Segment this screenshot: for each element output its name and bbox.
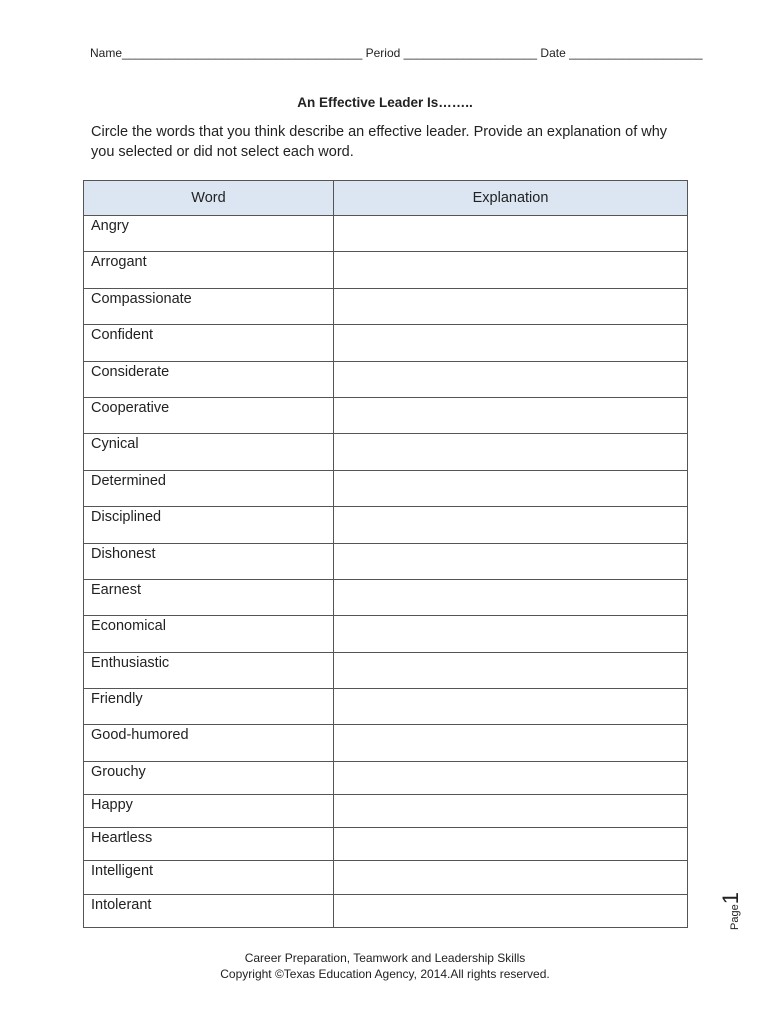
table-row bbox=[84, 616, 688, 652]
explanation-cell[interactable] bbox=[334, 434, 688, 470]
explanation-cell[interactable] bbox=[334, 397, 688, 433]
explanation-cell[interactable] bbox=[334, 652, 688, 688]
instructions: Circle the words that you think describe an effective leader. Provide an explanation of why you selected or did not select each word. bbox=[91, 124, 668, 160]
table-row bbox=[84, 725, 688, 761]
explanation-cell[interactable] bbox=[334, 216, 688, 252]
explanation-cell[interactable] bbox=[334, 288, 688, 324]
explanation-cell[interactable] bbox=[334, 252, 688, 288]
page-number-value: 1 bbox=[718, 892, 743, 905]
footer bbox=[0, 950, 770, 982]
word-cell: Grouchy bbox=[84, 761, 334, 794]
explanation-cell[interactable] bbox=[334, 507, 688, 543]
name-period-date-line: Name____________________________________ Period ____________________ Date ____________________ bbox=[90, 46, 703, 60]
explanation-cell[interactable] bbox=[334, 861, 688, 894]
word-cell: Considerate bbox=[84, 361, 334, 397]
word-cell: Good-humored bbox=[84, 725, 334, 761]
explanation-cell[interactable] bbox=[334, 361, 688, 397]
table-row bbox=[84, 652, 688, 688]
word-cell: Heartless bbox=[84, 828, 334, 861]
table-row bbox=[84, 252, 688, 288]
table-row bbox=[84, 894, 688, 927]
table-row bbox=[84, 543, 688, 579]
table-row bbox=[84, 507, 688, 543]
word-cell: Confident bbox=[84, 325, 334, 361]
word-explanation-table bbox=[83, 180, 688, 928]
explanation-cell[interactable] bbox=[334, 325, 688, 361]
word-cell: Economical bbox=[84, 616, 334, 652]
word-cell: Cooperative bbox=[84, 397, 334, 433]
explanation-cell[interactable] bbox=[334, 894, 688, 927]
table-header-row bbox=[84, 181, 688, 216]
page-title: An Effective Leader Is…….. bbox=[297, 95, 473, 110]
table-row bbox=[84, 470, 688, 506]
explanation-cell[interactable] bbox=[334, 579, 688, 615]
explanation-cell[interactable] bbox=[334, 470, 688, 506]
word-cell: Dishonest bbox=[84, 543, 334, 579]
word-cell: Enthusiastic bbox=[84, 652, 334, 688]
word-cell: Angry bbox=[84, 216, 334, 252]
word-cell: Intelligent bbox=[84, 861, 334, 894]
word-cell: Friendly bbox=[84, 689, 334, 725]
footer-course-title: Career Preparation, Teamwork and Leadership Skills bbox=[244, 951, 526, 965]
word-cell: Cynical bbox=[84, 434, 334, 470]
column-header-word: Word bbox=[84, 181, 334, 216]
table-row bbox=[84, 216, 688, 252]
word-cell: Happy bbox=[84, 795, 334, 828]
word-cell: Intolerant bbox=[84, 894, 334, 927]
table-row bbox=[84, 397, 688, 433]
word-cell: Disciplined bbox=[84, 507, 334, 543]
word-cell: Arrogant bbox=[84, 252, 334, 288]
explanation-cell[interactable] bbox=[334, 828, 688, 861]
footer-copyright: Copyright ©Texas Education Agency, 2014.All rights reserved. bbox=[220, 967, 550, 981]
table-row bbox=[84, 579, 688, 615]
explanation-cell[interactable] bbox=[334, 795, 688, 828]
column-header-explanation: Explanation bbox=[334, 181, 688, 216]
table-row bbox=[84, 288, 688, 324]
page-label: Page bbox=[729, 904, 741, 930]
page-number bbox=[718, 892, 744, 930]
word-cell: Earnest bbox=[84, 579, 334, 615]
table-row bbox=[84, 795, 688, 828]
table-row bbox=[84, 689, 688, 725]
table-row bbox=[84, 325, 688, 361]
table-row bbox=[84, 761, 688, 794]
table-row bbox=[84, 434, 688, 470]
explanation-cell[interactable] bbox=[334, 761, 688, 794]
table-row bbox=[84, 861, 688, 894]
explanation-cell[interactable] bbox=[334, 689, 688, 725]
table-row bbox=[84, 828, 688, 861]
explanation-cell[interactable] bbox=[334, 616, 688, 652]
table-row bbox=[84, 361, 688, 397]
explanation-cell[interactable] bbox=[334, 725, 688, 761]
word-cell: Compassionate bbox=[84, 288, 334, 324]
word-cell: Determined bbox=[84, 470, 334, 506]
explanation-cell[interactable] bbox=[334, 543, 688, 579]
